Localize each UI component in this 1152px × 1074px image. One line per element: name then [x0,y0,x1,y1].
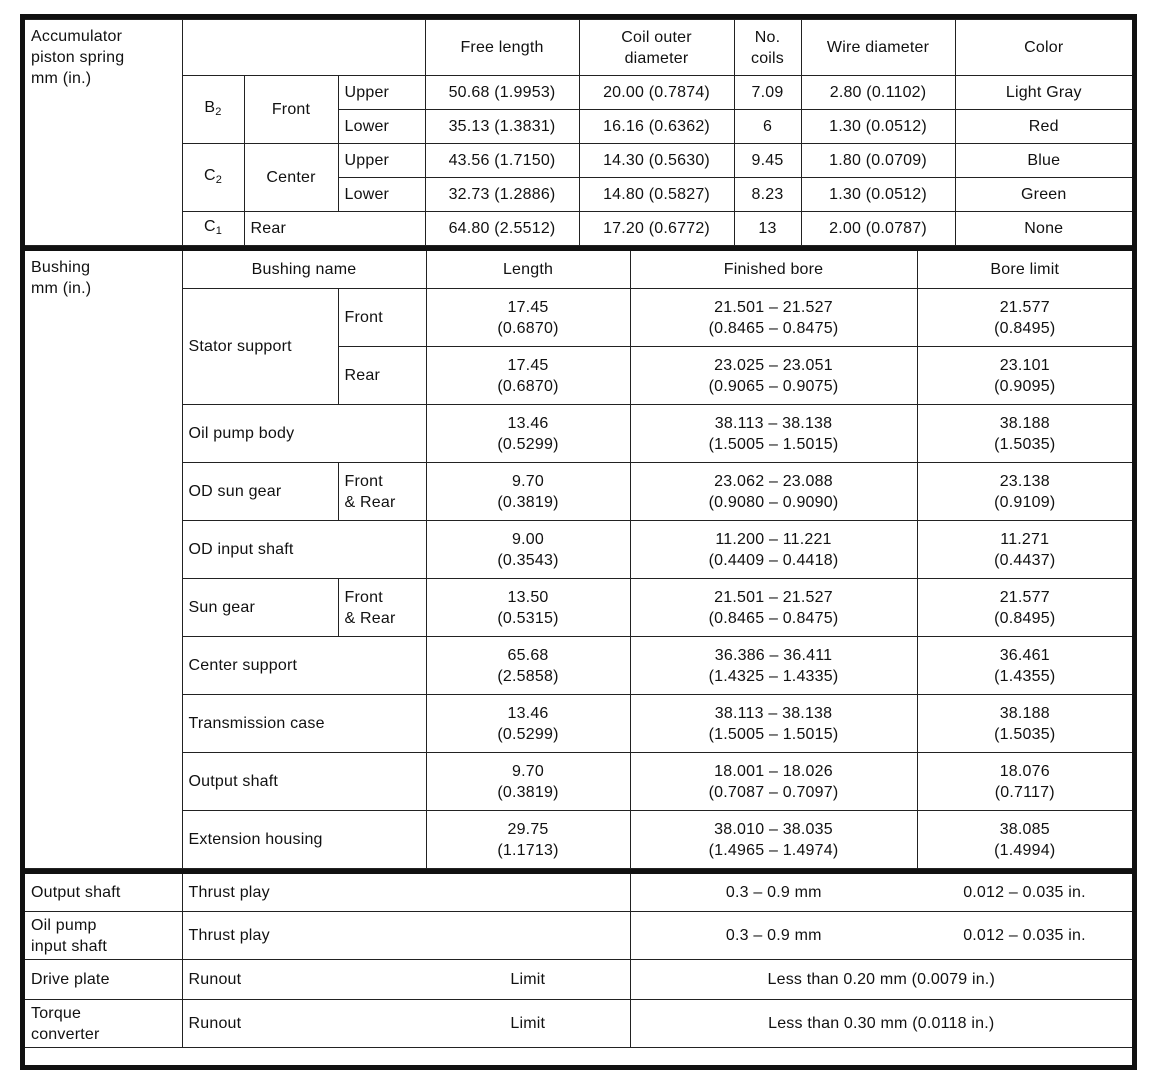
bore-limit-value: 23.138 (0.9109) [917,463,1132,521]
free-length-value: 35.13 (1.3831) [425,110,579,144]
param-label: Thrust play [182,872,630,912]
spring-position: Front [244,76,338,144]
bore-limit-value: 21.577 (0.8495) [917,579,1132,637]
coils-value: 7.09 [734,76,801,110]
header-bore-limit: Bore limit [917,249,1132,289]
header-color: Color [955,20,1132,76]
header-length: Length [426,249,630,289]
mm-value: 0.3 – 0.9 mm [630,912,917,960]
bushing-name: Extension housing [182,811,426,869]
spring-level: Upper [338,76,425,110]
finished-bore-value: 36.386 – 36.411 (1.4325 – 1.4335) [630,637,917,695]
wire-diameter-value: 1.30 (0.0512) [801,110,955,144]
param-label: Thrust play [182,912,630,960]
bore-limit-value: 23.101 (0.9095) [917,347,1132,405]
item-label: Oil pump input shaft [25,912,182,960]
table-row [25,912,1132,960]
item-label: Output shaft [25,872,182,912]
length-value: 17.45 (0.6870) [426,289,630,347]
wire-diameter-value: 2.00 (0.0787) [801,212,955,246]
length-value: 9.70 (0.3819) [426,463,630,521]
inch-value: 0.012 – 0.035 in. [917,912,1132,960]
coil-od-value: 17.20 (0.6772) [579,212,734,246]
spring-level: Lower [338,178,425,212]
free-length-value: 43.56 (1.7150) [425,144,579,178]
param-label: Runout [182,1000,426,1048]
limit-value: Less than 0.20 mm (0.0079 in.) [630,960,1132,1000]
wire-diameter-value: 2.80 (0.1102) [801,76,955,110]
length-value: 9.70 (0.3819) [426,753,630,811]
bushing-sub: Front & Rear [338,579,426,637]
wire-diameter-value: 1.80 (0.0709) [801,144,955,178]
finished-bore-value: 21.501 – 21.527 (0.8465 – 0.8475) [630,289,917,347]
spring-group-b2: $B_2$ [182,76,244,144]
spring-position: Rear [244,212,425,246]
header-no-coils: No. coils [734,20,801,76]
coil-od-value: 16.16 (0.6362) [579,110,734,144]
bushing-name: Center support [182,637,426,695]
accumulator-section-label: Accumulator piston spring mm (in.) [25,20,182,246]
accumulator-header-blank [182,20,425,76]
table-row [25,872,1132,912]
param-label: Runout [182,960,426,1000]
bushing-section-label: Bushing mm (in.) [25,249,182,869]
color-value: Green [955,178,1132,212]
bore-limit-value: 36.461 (1.4355) [917,637,1132,695]
bushing-name: Output shaft [182,753,426,811]
accumulator-spring-table [25,19,1132,246]
length-value: 13.46 (0.5299) [426,695,630,753]
bore-limit-value: 38.188 (1.5035) [917,695,1132,753]
header-wire-diameter: Wire diameter [801,20,955,76]
header-coil-outer-diameter: Coil outer diameter [579,20,734,76]
length-value: 13.46 (0.5299) [426,405,630,463]
limit-label: Limit [426,1000,630,1048]
length-value: 13.50 (0.5315) [426,579,630,637]
table-row [25,960,1132,1000]
spring-group-c1: $C_1$ [182,212,244,246]
header-free-length: Free length [425,20,579,76]
table-row [25,405,1132,463]
table-row [25,289,1132,347]
limit-value: Less than 0.30 mm (0.0118 in.) [630,1000,1132,1048]
finished-bore-value: 23.062 – 23.088 (0.9080 – 0.9090) [630,463,917,521]
spring-group-c2: $C_2$ [182,144,244,212]
length-value: 9.00 (0.3543) [426,521,630,579]
table-row [25,76,1132,110]
finished-bore-value: 21.501 – 21.527 (0.8465 – 0.8475) [630,579,917,637]
free-length-value: 32.73 (1.2886) [425,178,579,212]
finished-bore-value: 38.010 – 38.035 (1.4965 – 1.4974) [630,811,917,869]
item-label: Torque converter [25,1000,182,1048]
bore-limit-value: 18.076 (0.7117) [917,753,1132,811]
bore-limit-value: 21.577 (0.8495) [917,289,1132,347]
spec-sheet [20,14,1137,1070]
inch-value: 0.012 – 0.035 in. [917,872,1132,912]
coils-value: 8.23 [734,178,801,212]
coil-od-value: 20.00 (0.7874) [579,76,734,110]
coil-od-value: 14.30 (0.5630) [579,144,734,178]
table-row [25,637,1132,695]
table-row [25,753,1132,811]
coils-value: 6 [734,110,801,144]
bushing-name: Transmission case [182,695,426,753]
bushing-name: Oil pump body [182,405,426,463]
finished-bore-value: 38.113 – 38.138 (1.5005 – 1.5015) [630,405,917,463]
misc-spec-table [25,869,1132,1048]
free-length-value: 50.68 (1.9953) [425,76,579,110]
table-row [25,579,1132,637]
color-value: Light Gray [955,76,1132,110]
table-row [25,811,1132,869]
bore-limit-value: 38.085 (1.4994) [917,811,1132,869]
table-row [25,463,1132,521]
bushing-table [25,246,1132,869]
mm-value: 0.3 – 0.9 mm [630,872,917,912]
bushing-name: Sun gear [182,579,338,637]
bore-limit-value: 38.188 (1.5035) [917,405,1132,463]
bushing-name: Stator support [182,289,338,405]
finished-bore-value: 38.113 – 38.138 (1.5005 – 1.5015) [630,695,917,753]
color-value: None [955,212,1132,246]
bushing-name: OD input shaft [182,521,426,579]
spring-level: Lower [338,110,425,144]
header-finished-bore: Finished bore [630,249,917,289]
length-value: 17.45 (0.6870) [426,347,630,405]
table-row [25,1000,1132,1048]
length-value: 65.68 (2.5858) [426,637,630,695]
bore-limit-value: 11.271 (0.4437) [917,521,1132,579]
table-row [25,695,1132,753]
bushing-sub: Front [338,289,426,347]
color-value: Red [955,110,1132,144]
finished-bore-value: 11.200 – 11.221 (0.4409 – 0.4418) [630,521,917,579]
table-row [25,144,1132,178]
wire-diameter-value: 1.30 (0.0512) [801,178,955,212]
table-row [25,521,1132,579]
finished-bore-value: 23.025 – 23.051 (0.9065 – 0.9075) [630,347,917,405]
length-value: 29.75 (1.1713) [426,811,630,869]
header-bushing-name: Bushing name [182,249,426,289]
spring-position: Center [244,144,338,212]
spring-level: Upper [338,144,425,178]
bushing-sub: Rear [338,347,426,405]
finished-bore-value: 18.001 – 18.026 (0.7087 – 0.7097) [630,753,917,811]
free-length-value: 64.80 (2.5512) [425,212,579,246]
coils-value: 13 [734,212,801,246]
bushing-sub: Front & Rear [338,463,426,521]
table-row [25,212,1132,246]
limit-label: Limit [426,960,630,1000]
bushing-name: OD sun gear [182,463,338,521]
item-label: Drive plate [25,960,182,1000]
color-value: Blue [955,144,1132,178]
coils-value: 9.45 [734,144,801,178]
coil-od-value: 14.80 (0.5827) [579,178,734,212]
